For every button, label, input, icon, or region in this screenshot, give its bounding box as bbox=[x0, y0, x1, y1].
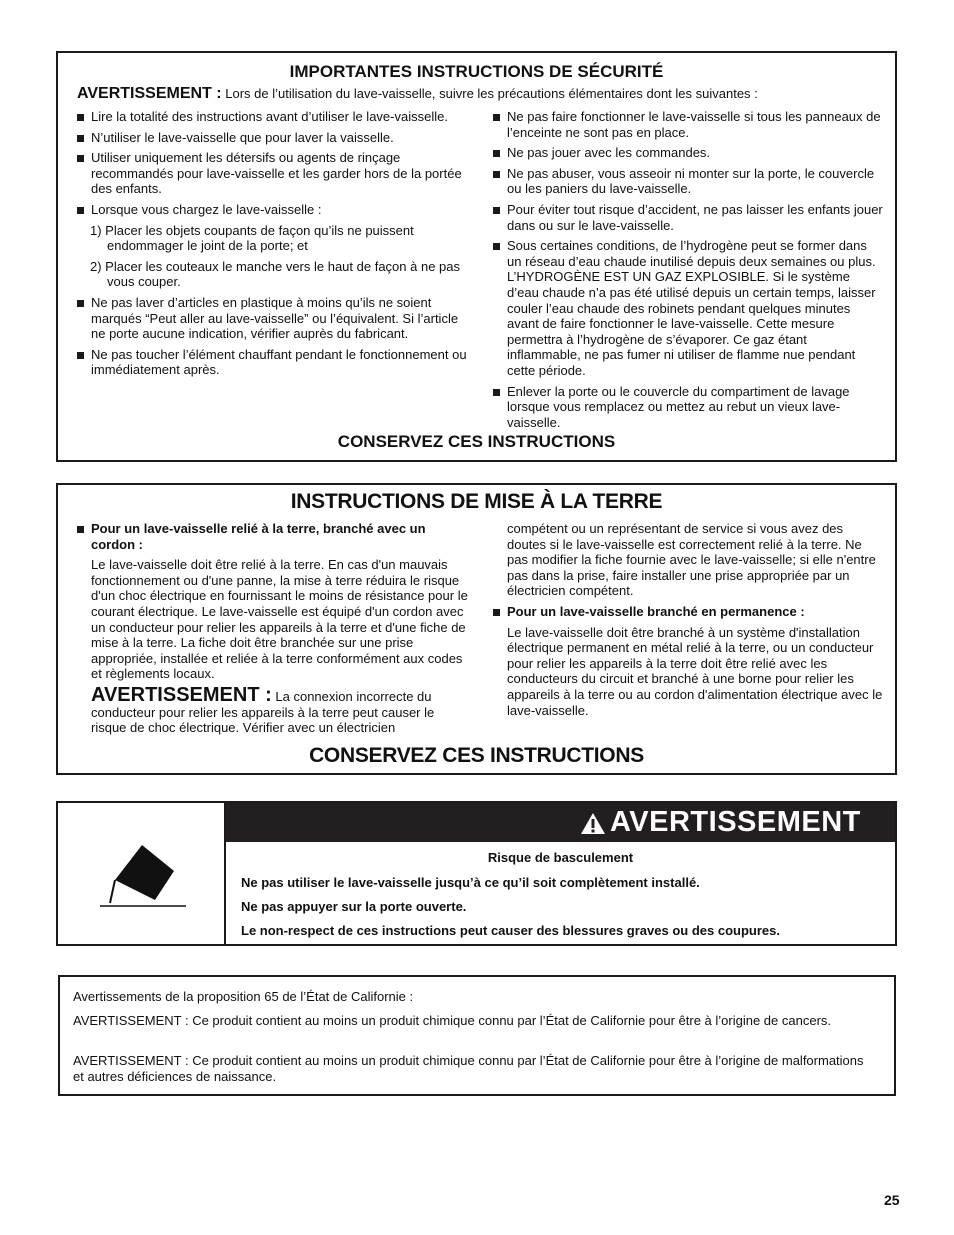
tip-over-warning-box bbox=[56, 801, 897, 946]
warning-banner bbox=[226, 803, 895, 842]
list-item: Utiliser uniquement les détersifs ou agents de rinçage recommandés pour lave-vaisselle et les garder hors de la portée des enfants. bbox=[76, 150, 468, 197]
safety-title: IMPORTANTES INSTRUCTIONS DE SÉCURITÉ bbox=[289, 62, 664, 81]
grounding-item-permanent-heading: Pour un lave-vaisselle branché en permanence : bbox=[492, 604, 884, 620]
prop65-intro: Avertissements de la proposition 65 de l’État de Californie : bbox=[73, 989, 414, 1004]
grounding-item-cord-text: Le lave-vaisselle doit être relié à la terre. En cas d'un mauvais fonctionnement ou d'une panne, la mise à terre réduira le risque d'un choc électrique en fournissant le moins de résistance pour le courant électrique. Le lave-vaisselle est équipé d'un cordon avec un conducteur pour relier les appareils à la terre et d'une fiche de mise à la terre. La fiche doit être branchée sur une prise appropriée, installée et reliée à la terre conformément aux codes et règlements locaux. bbox=[91, 557, 468, 682]
safety-warning-text: Lors de l’utilisation du lave-vaisselle, suivre les précautions élémentaires dont les suivantes : bbox=[225, 86, 758, 101]
list-item: Ne pas jouer avec les commandes. bbox=[492, 145, 884, 161]
list-item: Ne pas abuser, vous asseoir ni monter sur la porte, le couvercle ou les paniers du lave-vaisselle. bbox=[492, 166, 884, 197]
prop65-box bbox=[58, 975, 896, 1096]
list-item: Sous certaines conditions, de l’hydrogène peut se former dans un réseau d’eau chaude inutilisé depuis deux semaines ou plus. L’HYDROGÈNE EST UN GAZ EXPLOSIBLE. Si le système d’eau chaude n’a pas été utilisé depuis un certain temps, laisser couler l’eau chaude des robinets pendant quelques minutes avant de faire fonctionner le lave-vaisselle. Cette mesure permettra à l’hydrogène de s’évaporer. Ce gaz étant inflammable, ne pas fumer ni utiliser de flamme nue pendant cette période. bbox=[492, 238, 884, 378]
safety-instructions-box bbox=[56, 51, 897, 462]
safety-left-column bbox=[76, 109, 468, 383]
prop65-warning-birth-defects: AVERTISSEMENT : Ce produit contient au moins un produit chimique connu par l’État de Californie pour être à l’origine de malformations et autres déficiences de naissance. bbox=[73, 1053, 864, 1084]
list-item: Ne pas faire fonctionner le lave-vaisselle si tous les panneaux de l’enceinte ne sont pas en place. bbox=[492, 109, 884, 140]
tip-over-risk: Risque de basculement bbox=[487, 850, 634, 865]
list-item: Lorsque vous chargez le lave-vaisselle : bbox=[76, 202, 468, 218]
tip-over-line-1: Ne pas utiliser le lave-vaisselle jusqu’à ce qu’il soit complètement installé. bbox=[241, 875, 700, 890]
sub-list-item: 1) Placer les objets coupants de façon qu’ils ne puissent endommager le joint de la porte; et bbox=[90, 222, 414, 254]
tip-over-line-3: Le non-respect de ces instructions peut causer des blessures graves ou des coupures. bbox=[241, 923, 780, 938]
grounding-warning-text: La connexion incorrecte du conducteur pour relier les appareils à la terre peut causer le risque de choc électrique. Vérifier avec un électricien bbox=[91, 688, 435, 736]
grounding-warning bbox=[76, 683, 471, 736]
list-item: Ne pas toucher l’élément chauffant pendant le fonctionnement ou immédiatement après. bbox=[76, 347, 468, 378]
sub-list-item: 2) Placer les couteaux le manche vers le haut de façon à ne pas vous couper. bbox=[90, 258, 460, 290]
grounding-save-instructions: CONSERVEZ CES INSTRUCTIONS bbox=[309, 744, 644, 767]
safety-warning-label: AVERTISSEMENT : bbox=[77, 85, 222, 102]
grounding-warning-continued: compétent ou un représentant de service si vous avez des doutes si le lave-vaisselle est correctement relié à la terre. Ne pas modifier la fiche fournie avec le lave-vaisselle; si elle n'entre pas dans la prise, faire installer une prise appropriée par un électricien compétent. bbox=[507, 521, 876, 599]
list-item: Ne pas laver d’articles en plastique à moins qu’ils ne soient marqués “Peut aller au lave-vaisselle” ou l’équivalent. Si l’article ne porte aucune indication, vérifier auprès du fabricant. bbox=[76, 295, 468, 342]
warning-triangle-icon bbox=[580, 812, 606, 835]
grounding-item-permanent-text: Le lave-vaisselle doit être branché à un système d'installation électrique permanent en métal relié à la terre, ou un conducteur pour relier les appareils à la terre doit être relié avec les conducteurs du circuit et branché à une borne pour relier les appareils à la terre ou au cordon d'alimentation électrique avec le lave-vaisselle. bbox=[507, 624, 883, 718]
prop65-warning-cancer: AVERTISSEMENT : Ce produit contient au moins un produit chimique connu par l’État de Californie pour être à l’origine de cancers. bbox=[73, 1013, 832, 1028]
grounding-warning-label: AVERTISSEMENT : bbox=[91, 683, 272, 706]
grounding-instructions-box bbox=[56, 483, 897, 775]
list-item: N’utiliser le lave-vaisselle que pour laver la vaisselle. bbox=[76, 130, 468, 146]
tip-over-line-2: Ne pas appuyer sur la porte ouverte. bbox=[241, 899, 467, 914]
grounding-right-column bbox=[492, 521, 884, 723]
grounding-title: INSTRUCTIONS DE MISE À LA TERRE bbox=[290, 490, 663, 513]
page-number: 25 bbox=[884, 1192, 900, 1208]
list-item: Pour éviter tout risque d’accident, ne pas laisser les enfants jouer dans ou sur le lave-vaisselle. bbox=[492, 202, 884, 233]
safety-warning-line bbox=[77, 85, 758, 103]
grounding-item-cord-heading: Pour un lave-vaisselle relié à la terre, branché avec un cordon : bbox=[76, 521, 471, 552]
list-item: Lire la totalité des instructions avant d’utiliser le lave-vaisselle. bbox=[76, 109, 468, 125]
grounding-left-column bbox=[76, 521, 471, 741]
warning-banner-title: AVERTISSEMENT bbox=[610, 806, 861, 838]
safety-right-column bbox=[492, 109, 884, 435]
list-item: Enlever la porte ou le couvercle du compartiment de lavage lorsque vous remplacez ou mettez au rebut un vieux lave-vaisselle. bbox=[492, 384, 884, 431]
safety-save-instructions: CONSERVEZ CES INSTRUCTIONS bbox=[337, 432, 616, 451]
tip-over-pictogram bbox=[58, 803, 226, 944]
tip-over-icon bbox=[58, 803, 224, 944]
